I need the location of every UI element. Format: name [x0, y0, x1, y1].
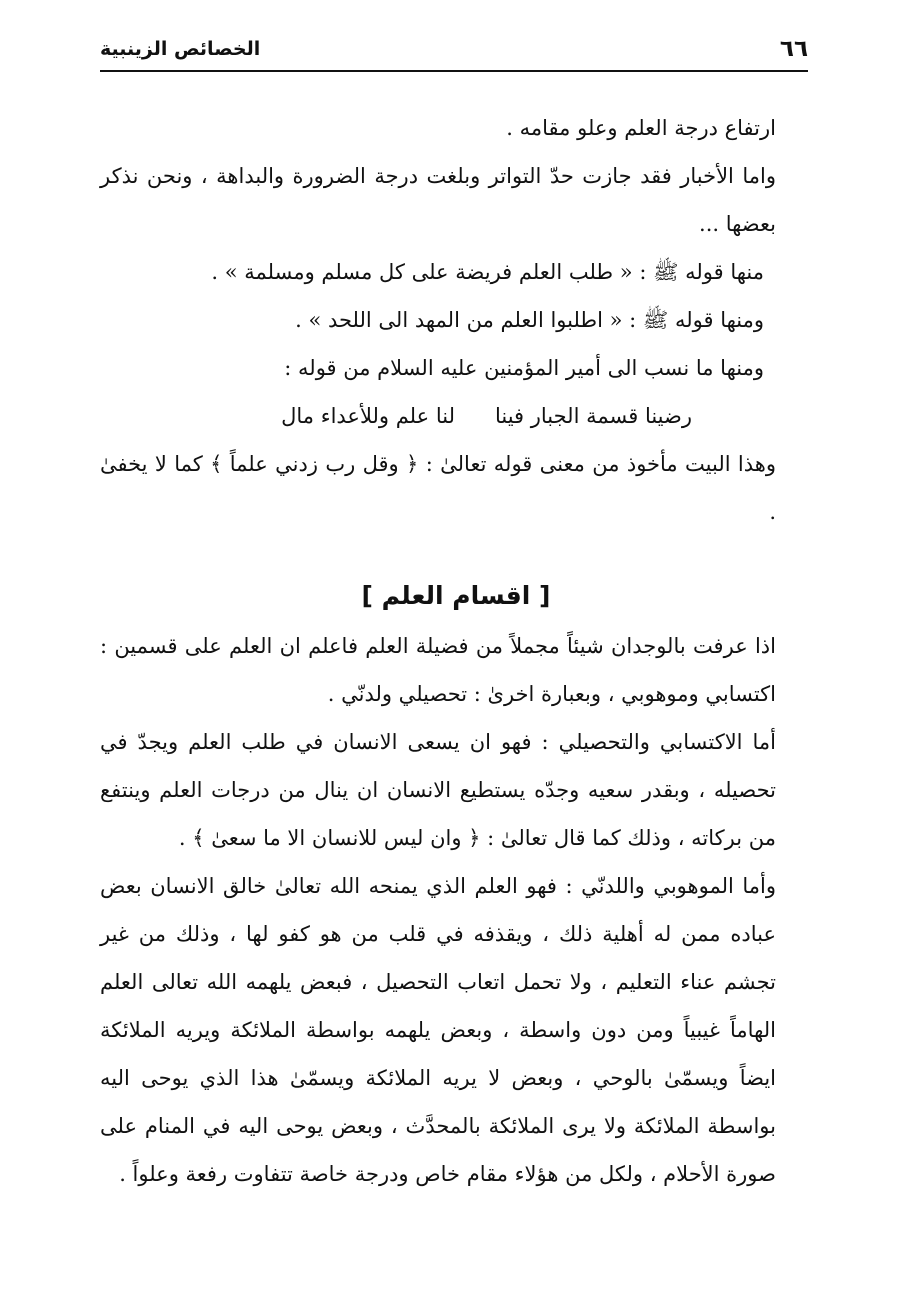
- hadith-line: منها قوله ﷺ : « طلب العلم فريضة على كل مسلم ومسلمة » .: [211, 260, 764, 284]
- poem-verse: [100, 392, 812, 440]
- verse-hemistich: رضينا قسمة الجبار فينا: [494, 404, 692, 428]
- header-divider: [100, 70, 808, 72]
- paragraph: اذا عرفت بالوجدان شيئاً مجملاً من فضيلة العلم فاعلم ان العلم على قسمين : اكتسابي وموهوبي ، وبعبارة اخرىٰ : تحصيلي ولدنّي .: [100, 634, 776, 706]
- section-heading: [ اقسام العلم ]: [361, 581, 551, 610]
- paragraph: وأما الموهوبي واللدنّي : فهو العلم الذي يمنحه الله تعالىٰ خالق الانسان بعض عباده ممن له أهلية ذلك ، ويقذفه في قلب من هو كفو لها ، وذلك من غير تجشم عناء التعليم ، ولا تحمل اتعاب التحصيل ، فبعض يلهمه الله تعالى العلم الهاماً غيبياً ومن دون واسطة ، وبعض يلهمه بواسطة الملائكة ويريه الملائكة ايضاً ويسمّىٰ بالوحي ، وبعض لا يريه الملائكة ويسمّىٰ هذا الذي يوحى اليه بواسطة الملائكة ولا يرى الملائكة بالمحدَّث ، وبعض يوحى اليه في المنام على صورة الأحلام ، ولكل من هؤلاء مقام خاص ودرجة خاصة تتفاوت رفعة وعلواً .: [100, 874, 776, 1186]
- page-header: [100, 36, 808, 68]
- page-body: [100, 104, 812, 1198]
- verse-hemistich: لنا علم وللأعداء مال: [281, 404, 455, 428]
- running-title: الخصائص الزينبية: [100, 38, 261, 60]
- hadith-line: ومنها قوله ﷺ : « اطلبوا العلم من المهد الى اللحد » .: [295, 308, 764, 332]
- hadith-line: ومنها ما نسب الى أمير المؤمنين عليه السلام من قوله :: [284, 356, 764, 380]
- page-number: ٦٦: [779, 36, 808, 62]
- paragraph: أما الاكتسابي والتحصيلي : فهو ان يسعى الانسان في طلب العلم ويجدّ في تحصيله ، وبقدر سعيه وجدّه يستطيع الانسان ان ينال من درجات العلم وينتفع من بركاته ، وذلك كما قال تعالىٰ : ﴿ وان ليس للانسان الا ما سعىٰ ﴾ .: [100, 730, 776, 850]
- paragraph: وهذا البيت مأخوذ من معنى قوله تعالىٰ : ﴿ وقل رب زدني علماً ﴾ كما لا يخفىٰ .: [100, 452, 776, 524]
- paragraph: ارتفاع درجة العلم وعلو مقامه .: [506, 116, 776, 140]
- paragraph: واما الأخبار فقد جازت حدّ التواتر وبلغت درجة الضرورة والبداهة ، ونحن نذكر بعضها ...: [100, 164, 776, 236]
